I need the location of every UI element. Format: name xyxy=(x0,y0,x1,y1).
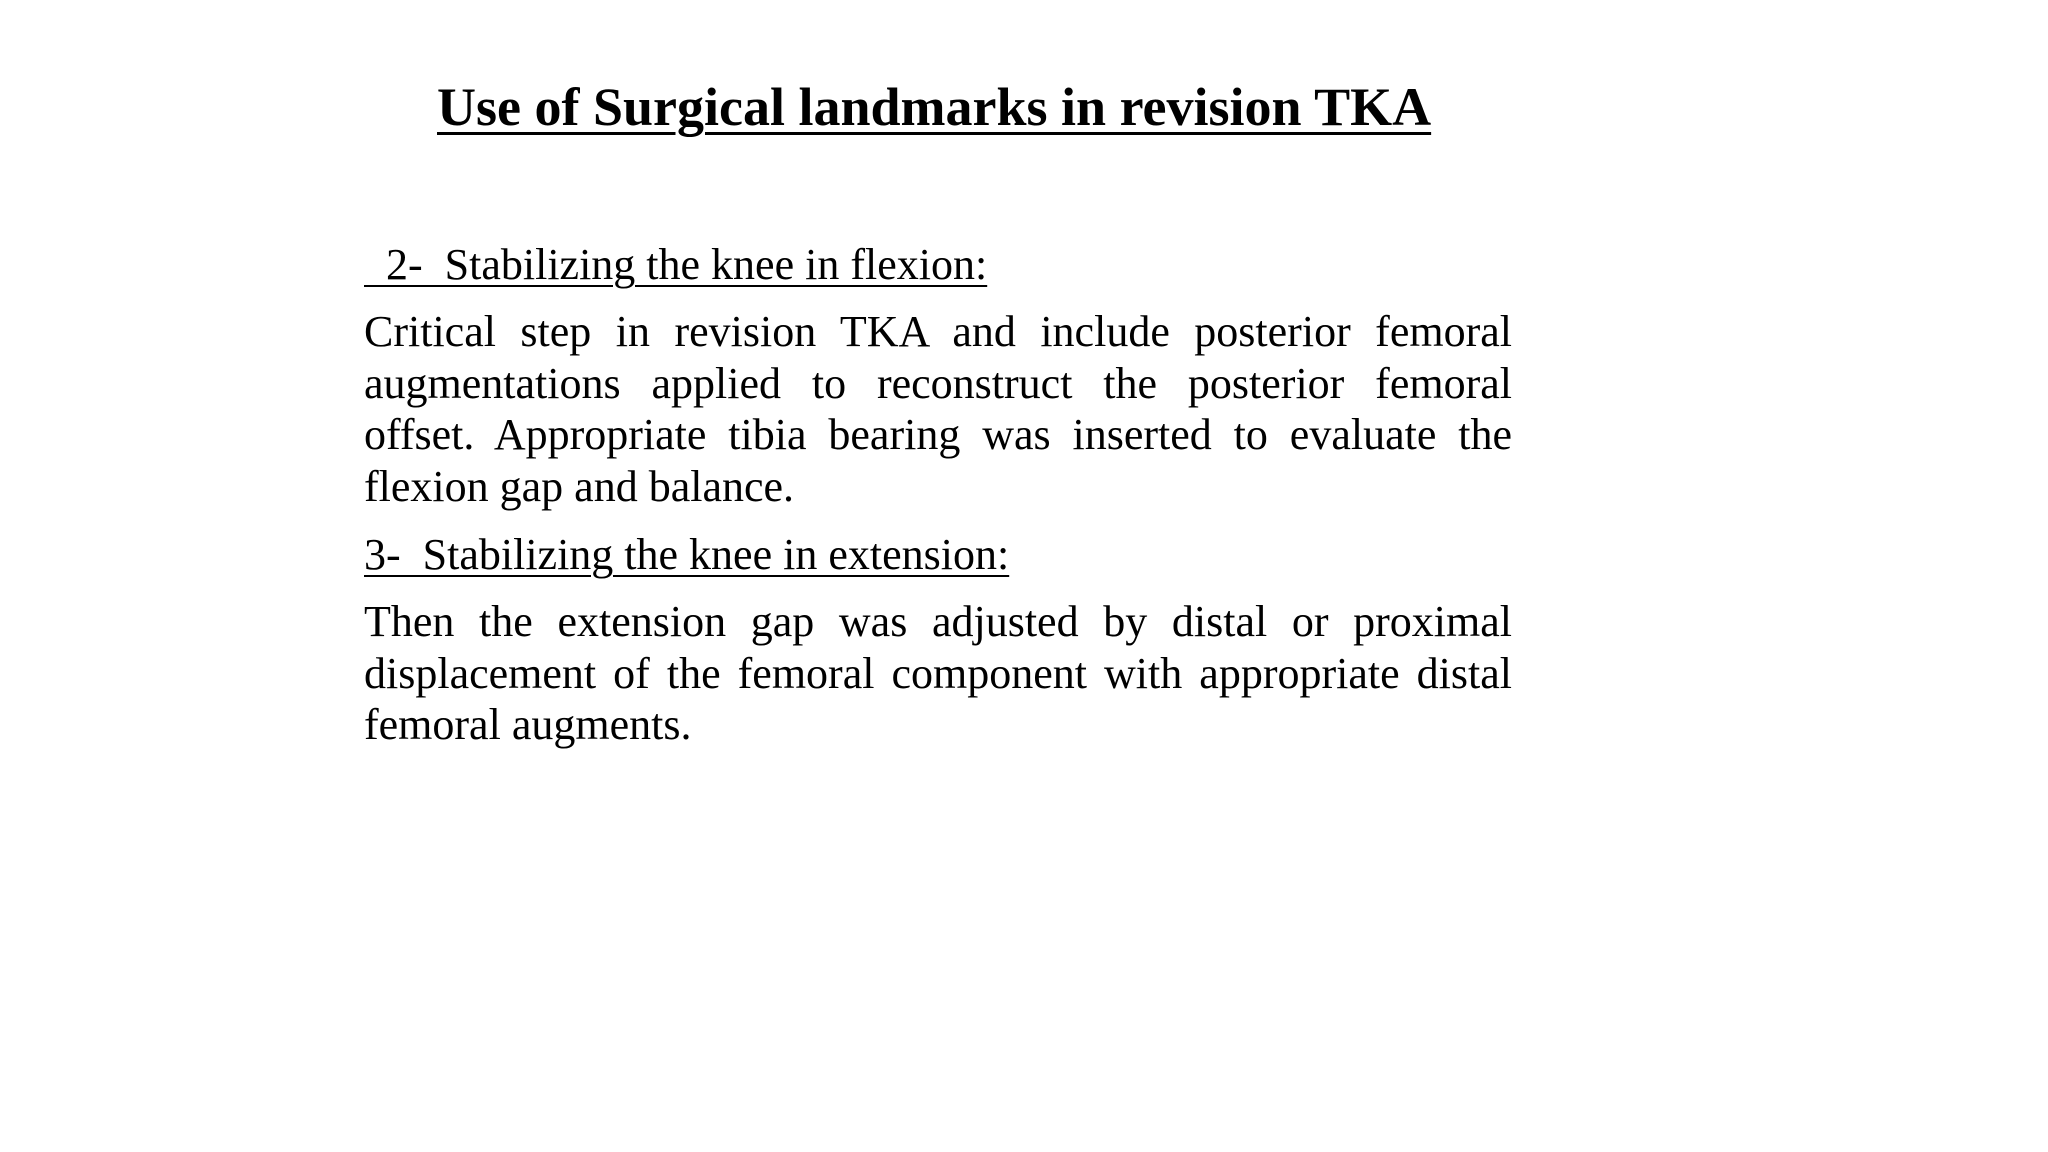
slide-content xyxy=(364,232,1512,761)
section-body-extension: Then the extension gap was adjusted by distal or proximal displacement of the femoral component with appropriate distal femoral augments. xyxy=(364,597,1512,749)
section-body-flexion: Critical step in revision TKA and include posterior femoral augmentations applied to reconstruct the posterior femoral offset. Appropriate tibia bearing was inserted to evaluate the flexion gap and balance. xyxy=(364,307,1512,511)
section-heading-extension: 3- Stabilizing the knee in extension: xyxy=(364,530,1010,579)
section-heading-flexion: 2- Stabilizing the knee in flexion: xyxy=(364,240,988,289)
slide-title: Use of Surgical landmarks in revision TKA xyxy=(437,77,1432,137)
